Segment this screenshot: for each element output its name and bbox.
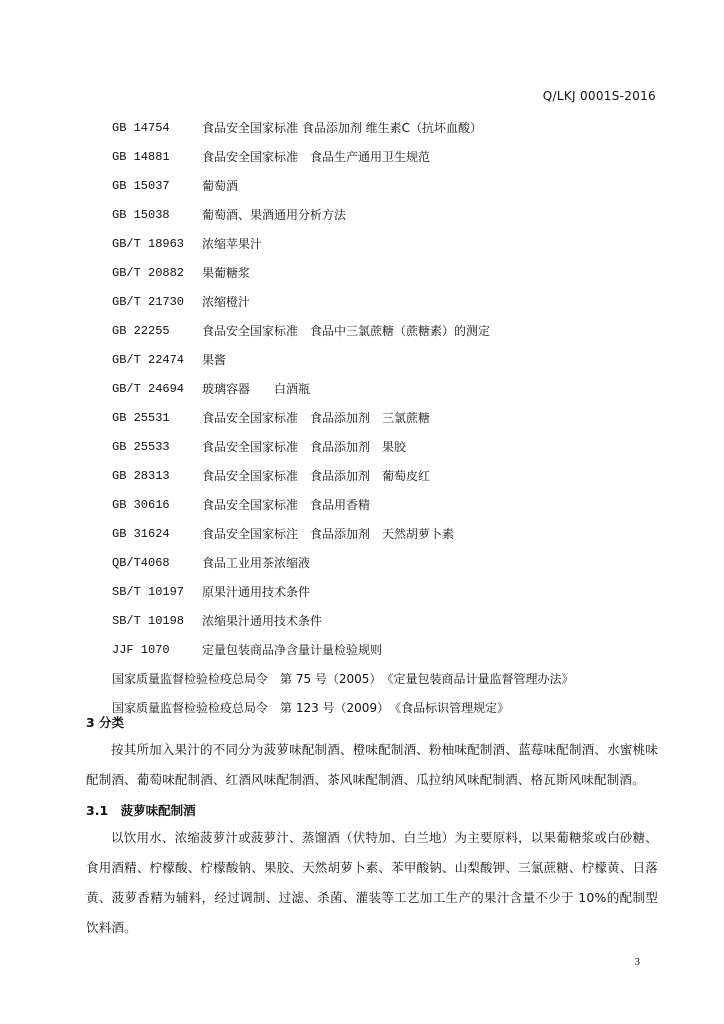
- reference-code: GB 15037: [112, 178, 170, 193]
- reference-code: GB 14754: [112, 120, 170, 135]
- reference-code: JJF 1070: [112, 642, 170, 657]
- reference-title: 食品工业用茶浓缩液: [202, 556, 311, 570]
- reference-title: 食品安全国家标准 食品添加剂 葡萄皮红: [202, 469, 431, 483]
- reference-row: [112, 113, 672, 142]
- section-3-paragraph: 按其所加入果汁的不同分为菠萝味配制酒、橙味配制酒、粉柚味配制酒、蓝莓味配制酒、水蜜桃味配制酒、葡萄味配制酒、红酒风味配制酒、茶风味配制酒、瓜拉纳风味配制酒、格瓦斯风味配制酒。: [86, 742, 658, 787]
- reference-title: 食品安全国家标准 食品用香精: [202, 498, 371, 512]
- reference-title: 原果汁通用技术条件: [202, 585, 311, 599]
- reference-row: [112, 403, 672, 432]
- reference-code: GB/T 22474: [112, 352, 185, 367]
- reference-code: GB/T 24694: [112, 381, 185, 396]
- reference-code: GB/T 20882: [112, 265, 185, 280]
- reference-code: SB/T 10198: [112, 613, 185, 628]
- reference-title: 浓缩苹果汁: [202, 237, 263, 251]
- reference-title: 食品安全国家标准 食品添加剂 果胶: [202, 440, 407, 454]
- regulation-row: 国家质量监督检验检疫总局令 第 75 号（2005） 《定量包装商品计量监督管理办法》: [112, 672, 574, 686]
- reference-row: [112, 200, 672, 229]
- regulation-row: 国家质量监督检验检疫总局令 第 123 号（2009） 《食品标识管理规定》: [112, 701, 510, 715]
- reference-code: GB/T 18963: [112, 236, 185, 251]
- section-3-1-heading: 3.1 菠萝味配制酒: [86, 803, 196, 818]
- reference-row: [112, 316, 672, 345]
- reference-code: SB/T 10197: [112, 584, 185, 599]
- reference-row: [112, 432, 672, 461]
- reference-title: 果酱: [202, 353, 227, 367]
- reference-title: 食品安全国家标准 食品添加剂 维生素C（抗坏血酸）: [202, 121, 483, 135]
- reference-row: [112, 519, 672, 548]
- reference-title: 葡萄酒: [202, 179, 239, 193]
- reference-title: 食品安全国家标准 食品添加剂 三氯蔗糖: [202, 411, 431, 425]
- reference-title: 果葡糖浆: [202, 266, 251, 280]
- reference-title: 食品安全国家标准 食品生产通用卫生规范: [202, 150, 431, 164]
- reference-row: [112, 345, 672, 374]
- reference-code: GB 30616: [112, 497, 170, 512]
- normative-references-list: [112, 113, 672, 722]
- reference-row: [112, 635, 672, 664]
- reference-code: GB 31624: [112, 526, 170, 541]
- reference-code: GB 15038: [112, 207, 170, 222]
- reference-title: 玻璃容器 白酒瓶: [202, 382, 311, 396]
- reference-title: 定量包装商品净含量计量检验规则: [202, 643, 383, 657]
- reference-title: 食品安全国家标准 食品中三氯蔗糖（蔗糖素）的测定: [202, 324, 491, 338]
- reference-title: 浓缩果汁通用技术条件: [202, 614, 323, 628]
- section-3-1-paragraph: 以饮用水、浓缩菠萝汁或菠萝汁、蒸馏酒（伏特加、白兰地）为主要原料，以果葡糖浆或白砂糖、食用酒精、柠檬酸、柠檬酸钠、果胶、天然胡萝卜素、苯甲酸钠、山梨酸钾、三氯蔗糖、柠檬黄、日落黄、菠萝香精为辅料，经过调制、过滤、杀菌、灌装等工艺加工生产的果汁含量不少于 10%的配制型饮料酒。: [86, 830, 658, 935]
- reference-row: [112, 258, 672, 287]
- reference-row: [112, 548, 672, 577]
- reference-row: [112, 171, 672, 200]
- reference-code: GB 25533: [112, 439, 170, 454]
- reference-code: GB/T 21730: [112, 294, 185, 309]
- reference-code: QB/T4068: [112, 555, 170, 570]
- reference-row: [112, 142, 672, 171]
- document-code-header: Q/LKJ 0001S-2016: [542, 89, 656, 103]
- reference-title: 浓缩橙汁: [202, 295, 251, 309]
- reference-row: [112, 461, 672, 490]
- reference-title: 葡萄酒、果酒通用分析方法: [202, 208, 347, 222]
- reference-row: [112, 287, 672, 316]
- reference-row: [112, 606, 672, 635]
- reference-code: GB 14881: [112, 149, 170, 164]
- section-3-heading: 3 分类: [86, 715, 125, 730]
- reference-row: [112, 374, 672, 403]
- reference-row: [112, 229, 672, 258]
- reference-row: [112, 577, 672, 606]
- reference-code: GB 22255: [112, 323, 170, 338]
- reference-title: 食品安全国家标注 食品添加剂 天然胡萝卜素: [202, 527, 455, 541]
- reference-row: [112, 490, 672, 519]
- page-number: 3: [634, 956, 640, 968]
- reference-code: GB 28313: [112, 468, 170, 483]
- reference-code: GB 25531: [112, 410, 170, 425]
